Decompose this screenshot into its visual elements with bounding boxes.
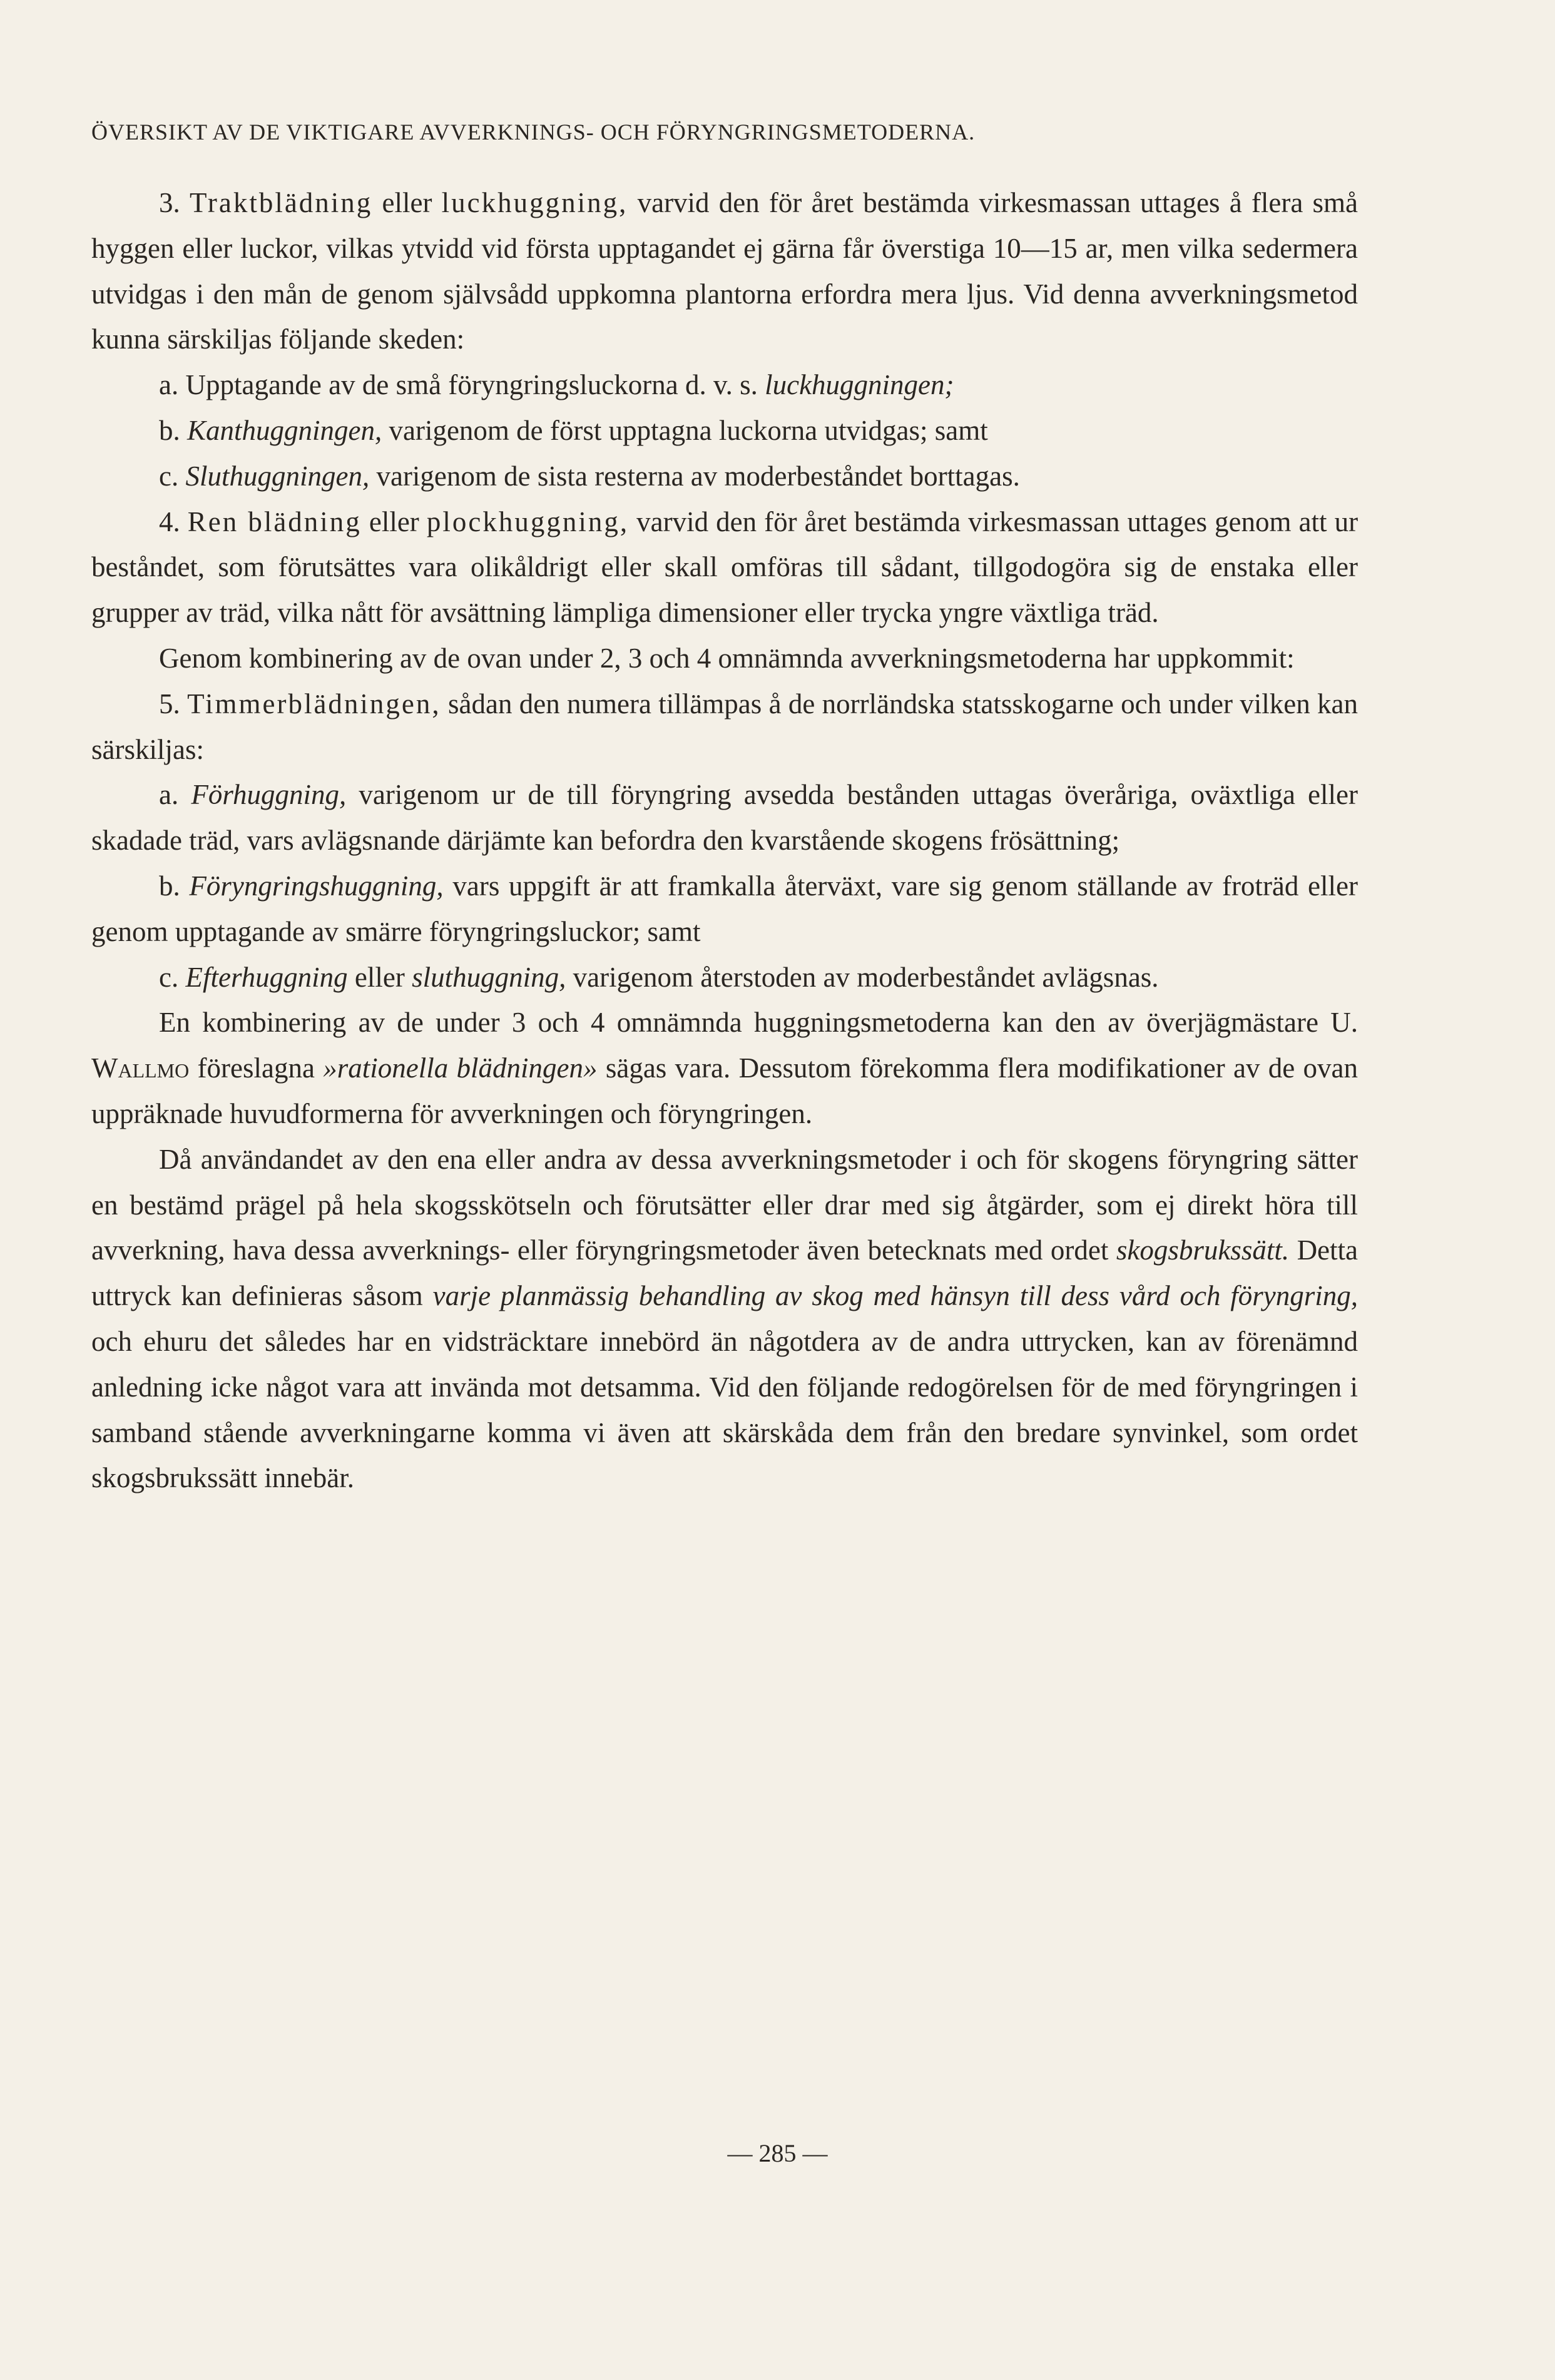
sub-text: varigenom ur de till föryngring avsedda bestånden uttagas överåriga, oväxtliga eller skadade träd, vars avlägsnande därjämte kan befordra den kvarstående skogens frösättning; <box>91 779 1358 857</box>
sub-text: varigenom de först upptagna luckorna utvidgas; samt <box>389 414 988 446</box>
sub-letter: c. <box>159 460 179 492</box>
sub-item-c <box>91 454 1358 499</box>
paragraph-text: Detta uttryck kan definieras såsom <box>91 1234 1359 1312</box>
italic-term: Förhuggning, <box>191 779 347 811</box>
body-text <box>91 180 1358 1501</box>
italic-term: Kanthuggningen, <box>187 414 382 446</box>
term: Ren blädning <box>187 506 362 537</box>
italic-term: Föryngringshuggning, <box>189 870 444 902</box>
sub-item-b <box>91 408 1358 454</box>
term: Timmerblädningen, <box>187 688 441 720</box>
paragraph-last <box>91 1137 1358 1501</box>
term: luckhuggning, <box>441 187 628 218</box>
item-number: 5. <box>159 688 180 720</box>
italic-term: Sluthuggningen, <box>185 460 370 492</box>
paragraph-text: och ehuru det således har en vidsträcktare innebörd än någotdera av de andra uttrycken, kan av förenämnd anledning icke något vara att invända mot detsamma. Vid den följande redogörelsen för de med föryngringen i samband stående avverkningarne komma vi även att skärskåda dem från den bredare synvinkel, som ordet skogsbrukssätt innebär. <box>91 1325 1358 1494</box>
connector: eller <box>382 187 432 218</box>
term: Traktblädning <box>189 187 373 218</box>
sub-text: varigenom de sista resterna av moderbeståndet borttagas. <box>376 460 1020 492</box>
paragraph-text: varvid den för året bestämda virkesmassan uttages å flera små hyggen eller luckor, vilkas ytvidd vid första upptagandet ej gärna får överstiga 10—15 ar, men vilka sedermera utvidgas i den mån de genom självsådd uppkomna plantorna erfordra mera ljus. Vid denna avverkningsmetod kunna särskiljas följande skeden: <box>91 187 1358 355</box>
italic-term: Efterhuggning <box>185 961 348 993</box>
sub-letter: b. <box>159 414 180 446</box>
paragraph-text: sägas vara. Dessutom förekomma flera modifikationer av de ovan uppräknade huvudformerna för avverkningen och föryngringen. <box>91 1052 1359 1129</box>
italic-term: »rationella blädningen» <box>323 1052 598 1084</box>
paragraph-text: sådan den numera tillämpas å de norrländska statsskogarne och under vilken kan särskiljas: <box>91 688 1359 765</box>
term: plockhuggning, <box>426 506 630 537</box>
sub-letter: b. <box>159 870 180 902</box>
item-number: 4. <box>159 506 180 537</box>
sub-text: varigenom återstoden av moderbeståndet avlägsnas. <box>573 961 1159 993</box>
sub-text: Upptagande av de små föryngringsluckorna d. v. s. <box>185 369 758 401</box>
paragraph-5 <box>91 681 1358 773</box>
sub-item-b <box>91 863 1358 955</box>
paragraph-wallmo <box>91 1000 1358 1136</box>
running-header: ÖVERSIKT AV DE VIKTIGARE AVVERKNINGS- OCH FÖRYNGRINGSMETODERNA. <box>91 120 976 145</box>
paragraph-text: En kombinering av de under 3 och 4 omnämnda huggningsmetoderna kan den av överjägmästare U. <box>159 1007 1358 1039</box>
italic-term: skogsbrukssätt. <box>1116 1234 1290 1266</box>
sub-letter: c. <box>159 961 179 993</box>
sub-item-c <box>91 955 1358 1000</box>
item-number: 3. <box>159 187 180 218</box>
sub-letter: a. <box>159 779 179 811</box>
italic-term: sluthuggning, <box>412 961 566 993</box>
paragraph-text: Då användandet av den ena eller andra av dessa avverkningsmetoder i och för skogens föryngring sätter en bestämd prägel på hela skogsskötseln och förutsätter eller drar med sig åtgärder, som ej direkt höra till avverkning, hava dessa avverknings- eller föryngringsmetoder även betecknats med ordet <box>91 1143 1358 1266</box>
connector: eller <box>369 506 419 537</box>
paragraph-text: varvid den för året bestämda virkesmassan uttages genom att ur beståndet, som förutsättes vara olikåldrigt eller skall omföras till sådant, tillgodogöra sig de enstaka eller grupper av träd, vilka nått för avsättning lämpliga dimensioner eller trycka yngre växtliga träd. <box>91 506 1359 629</box>
sub-text: vars uppgift är att framkalla återväxt, vare sig genom ställande av froträd eller genom upptagande av smärre föryngringsluckor; samt <box>91 870 1358 947</box>
connector: eller <box>354 961 405 993</box>
sub-item-a <box>91 362 1358 408</box>
sub-item-a <box>91 772 1358 863</box>
italic-term: varje planmässig behandling av skog med hänsyn till dess vård och föryngring, <box>432 1280 1359 1312</box>
paragraph-4 <box>91 499 1358 636</box>
italic-term: luckhuggningen; <box>765 369 954 401</box>
page-number: — 285 — <box>727 2139 828 2167</box>
paragraph-combination: Genom kombinering av de ovan under 2, 3 och 4 omnämnda avverkningsmetoderna har uppkommit: <box>159 642 1295 674</box>
paragraph-text: föreslagna <box>197 1052 315 1084</box>
person-name: Wallmo <box>91 1052 190 1084</box>
paragraph-3 <box>91 180 1358 362</box>
sub-letter: a. <box>159 369 179 401</box>
